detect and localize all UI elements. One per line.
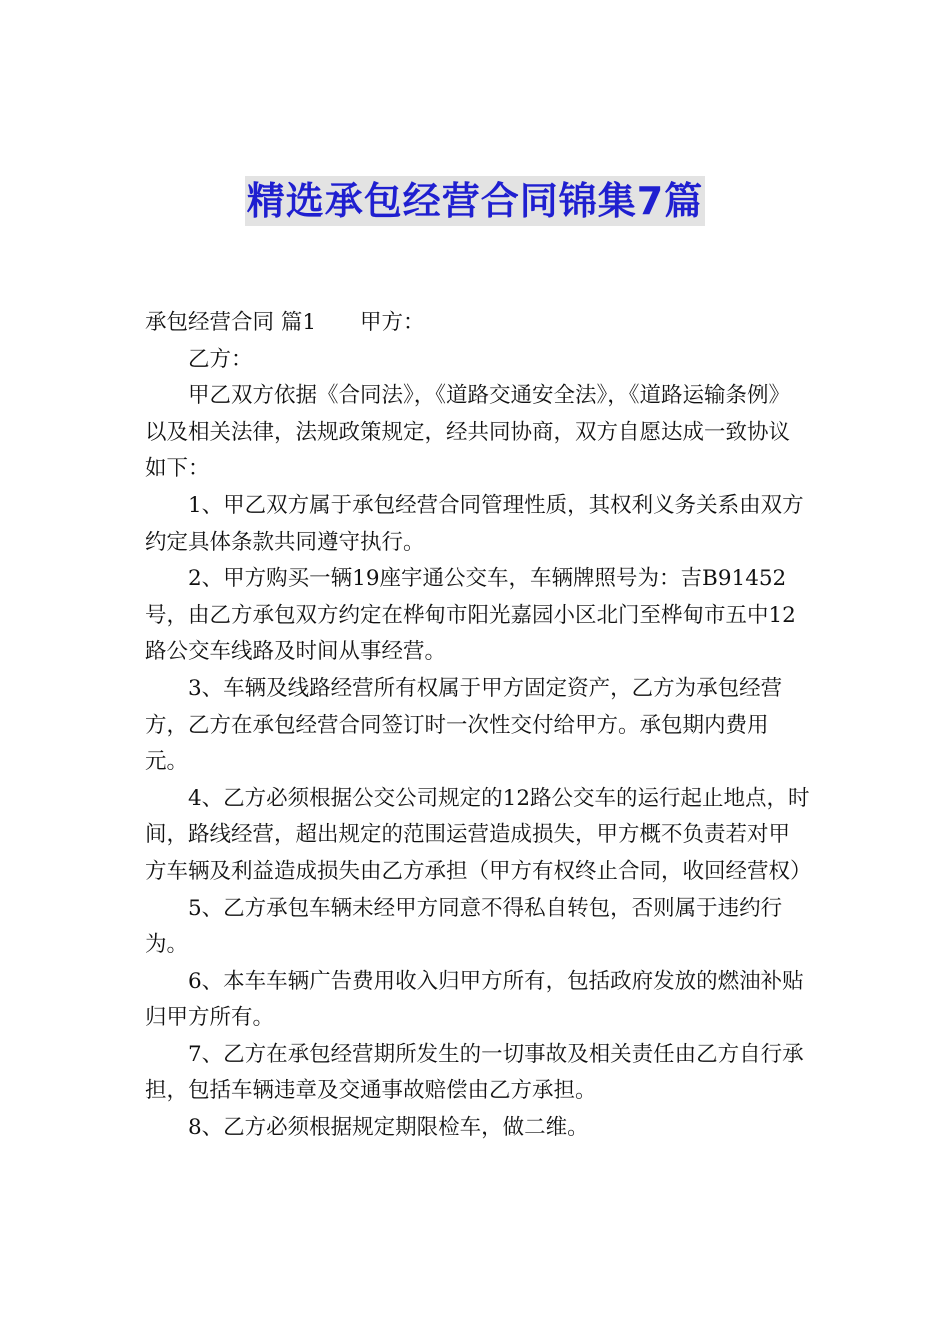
clause-6: 6、本车车辆广告费用收入归甲方所有，包括政府发放的燃油补贴归甲方所有。 [145,968,804,1031]
paragraph-intro: 甲乙双方依据《合同法》，《道路交通安全法》，《道路运输条例》以及相关法律，法规政策规定，经共同协商，双方自愿达成一致协议如下： [145,383,791,482]
section-heading-line [145,305,810,342]
document-body [145,305,810,1147]
clause-1: 1、甲乙双方属于承包经营合同管理性质，其权利义务关系由双方约定具体条款共同遵守执行。 [145,492,804,555]
party-a-label: 甲方： [360,310,425,335]
clause-2: 2、甲方购买一辆19座宇通公交车，车辆牌照号为：吉B91452号，由乙方承包双方约定在桦甸市阳光嘉园小区北门至桦甸市五中12路公交车线路及时间从事经营。 [145,566,796,665]
clause-4: 4、乙方必须根据公交公司规定的12路公交车的运行起止地点，时间，路线经营，超出规定的范围运营造成损失，甲方概不负责若对甲方车辆及利益造成损失由乙方承担（甲方有权终止合同，收回经营权） [145,785,812,884]
section-heading: 承包经营合同 篇1 [145,310,317,335]
clause-3: 3、车辆及线路经营所有权属于甲方固定资产，乙方为承包经营方，乙方在承包经营合同签订时一次性交付给甲方。承包期内费用元。 [145,675,783,775]
title-container [0,176,950,226]
document-title: 精选承包经营合同锦集7篇 [245,176,705,226]
clause-7: 7、乙方在承包经营期所发生的一切事故及相关责任由乙方自行承担，包括车辆违章及交通事故赔偿由乙方承担。 [145,1041,804,1104]
clause-5: 5、乙方承包车辆未经甲方同意不得私自转包，否则属于违约行为。 [145,895,783,958]
party-b-label: 乙方： [188,346,253,372]
clause-8: 8、乙方必须根据规定期限检车，做二维。 [188,1115,589,1141]
